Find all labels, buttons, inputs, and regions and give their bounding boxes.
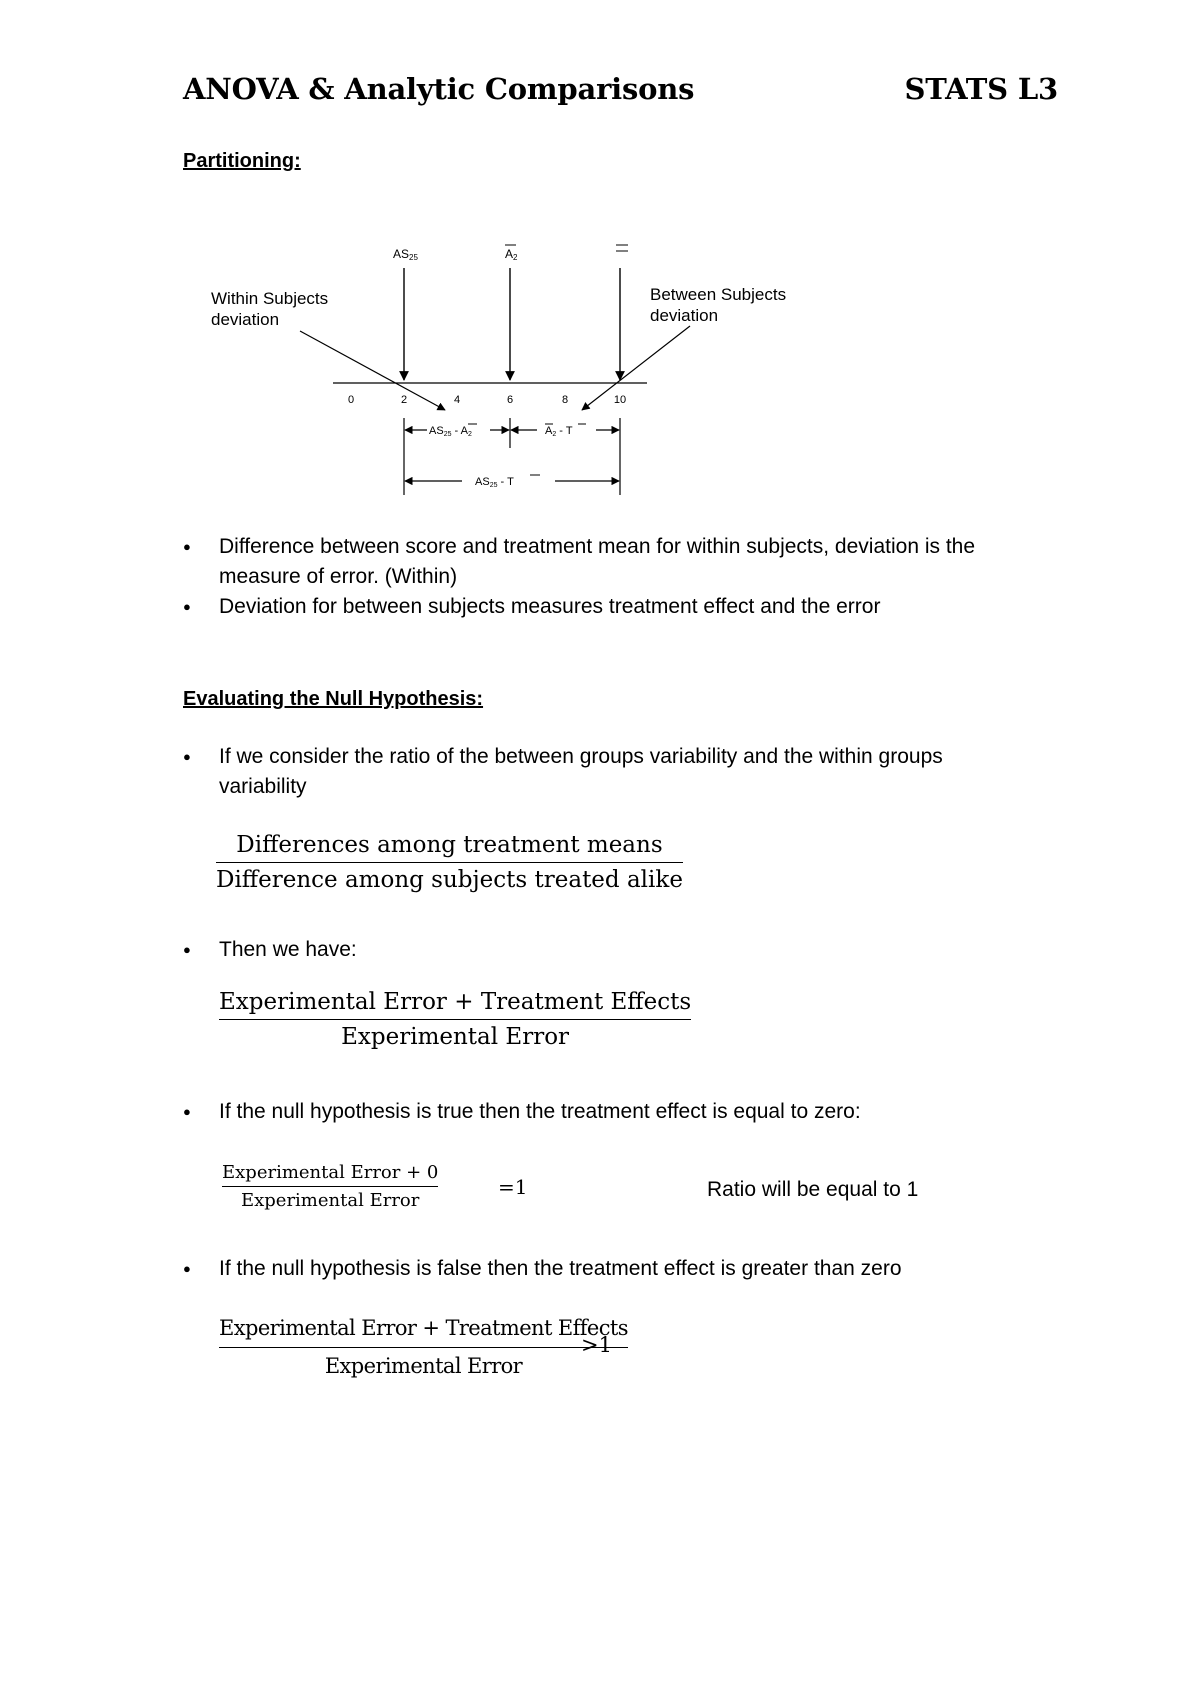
null-bullet-then — [183, 935, 1023, 965]
fraction-null-true — [222, 1159, 438, 1214]
arrow-label-a: A2 — [505, 247, 518, 262]
between-bracket-label: A2 - T — [545, 425, 573, 438]
fraction-null-false — [219, 1310, 628, 1385]
equals-one: =1 — [498, 1175, 528, 1199]
tick-labels — [348, 394, 626, 406]
fraction-numerator: Experimental Error + 0 — [222, 1159, 438, 1187]
section-heading-null-hypothesis: Evaluating the Null Hypothesis: — [183, 688, 484, 710]
tick-label: 8 — [561, 394, 569, 406]
document-title: ANOVA & Analytic Comparisons — [183, 72, 695, 106]
within-bracket-label: AS25 - A2 — [429, 425, 472, 438]
null-bullet-false — [183, 1254, 1023, 1284]
null-bullet-true — [183, 1097, 1023, 1127]
tick-label: 4 — [453, 394, 461, 406]
arrow-label-as: AS25 — [393, 247, 418, 262]
fraction-denominator: Experimental Error — [341, 1024, 570, 1050]
greater-than-one: >1 — [581, 1333, 612, 1357]
between-pointer — [582, 326, 690, 410]
between-deviation-label: deviation — [650, 306, 719, 325]
tick-label: 0 — [347, 394, 355, 406]
list-item: ● If the null hypothesis is true then the treatment effect is equal to zero: — [183, 1097, 1023, 1127]
list-item: ● If we consider the ratio of the between groups variability and the within groups variability — [183, 742, 1023, 802]
fraction-numerator: Differences among treatment means — [216, 828, 683, 863]
list-item: ● Difference between score and treatment mean for within subjects, deviation is the measure of error. (Within) — [183, 532, 1023, 592]
ratio-note: Ratio will be equal to 1 — [707, 1178, 919, 1201]
fraction-error-plus-effects — [219, 985, 691, 1054]
within-pointer — [300, 331, 445, 410]
section-heading-partitioning: Partitioning: — [183, 150, 301, 172]
partitioning-bullet-list — [183, 532, 1023, 622]
within-subjects-label: Within Subjects — [211, 289, 329, 308]
total-bracket-label: AS25 - T — [475, 476, 514, 489]
fraction-denominator: Experimental Error — [324, 1354, 523, 1378]
fraction-denominator: Experimental Error — [240, 1190, 420, 1211]
fraction-numerator: Experimental Error + Treatment Effects — [219, 1310, 628, 1348]
tick-label: 10 — [613, 394, 627, 406]
fraction-denominator: Difference among subjects treated alike — [216, 867, 683, 893]
tick-label: 6 — [506, 394, 514, 406]
partitioning-diagram — [0, 0, 1200, 520]
fraction-numerator: Experimental Error + Treatment Effects — [219, 985, 691, 1020]
null-bullet-ratio — [183, 742, 1023, 802]
list-item: ● Then we have: — [183, 935, 1023, 965]
course-code: STATS L3 — [904, 72, 1058, 106]
list-item: ● If the null hypothesis is false then the treatment effect is greater than zero — [183, 1254, 1023, 1284]
tick-label: 2 — [400, 394, 408, 406]
fraction-treatment-vs-subjects — [216, 828, 683, 897]
between-subjects-label: Between Subjects — [650, 285, 787, 304]
within-deviation-label: deviation — [211, 310, 280, 329]
list-item: ● Deviation for between subjects measures treatment effect and the error — [183, 592, 1023, 622]
